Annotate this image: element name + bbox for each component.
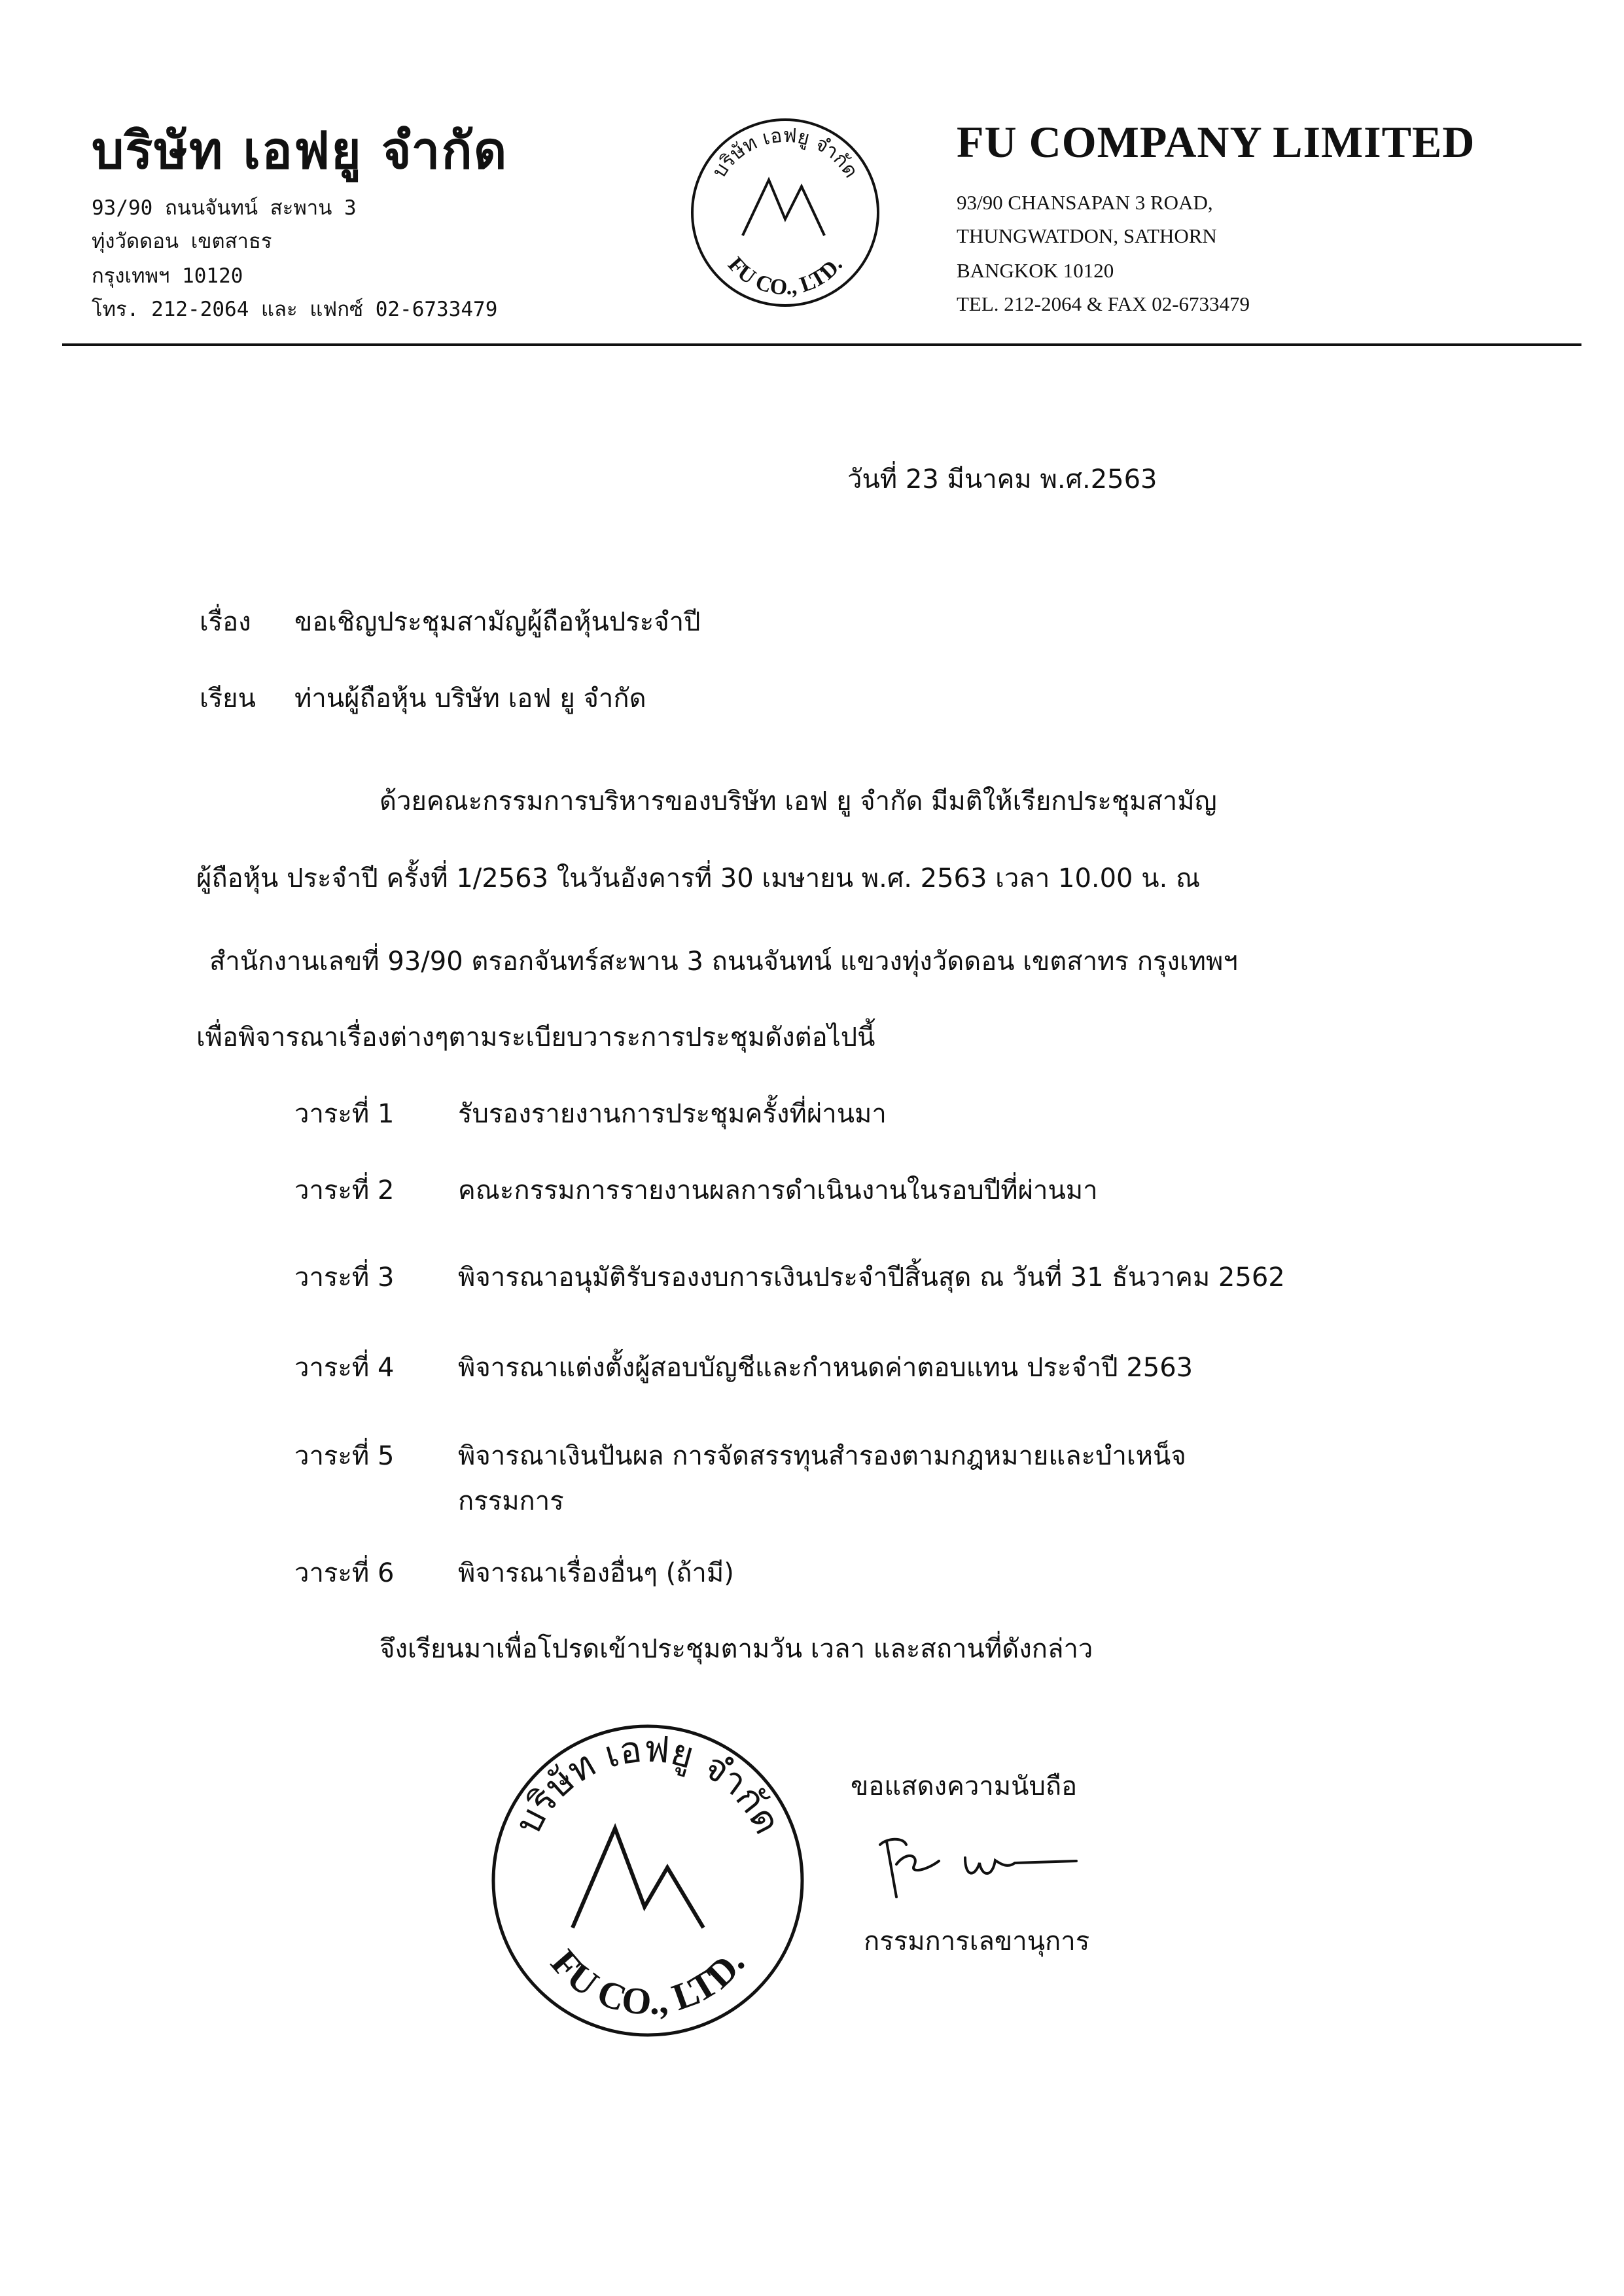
signer-title: กรรมการเลขานุการ: [864, 1926, 1090, 1957]
address-english-line-3: BANGKOK 10120: [957, 259, 1114, 282]
agenda-6-label: วาระที่ 6: [294, 1558, 395, 1588]
agenda-4-text: พิจารณาแต่งตั้งผู้สอบบัญชีและกำหนดค่าตอบแทน ประจำปี 2563: [458, 1353, 1193, 1383]
agenda-1-label: วาระที่ 1: [294, 1099, 395, 1129]
company-stamp: [484, 1717, 811, 2044]
signature-graphic: [867, 1825, 1089, 1910]
body-paragraph-line-1: ด้วยคณะกรรมการบริหารของบริษัท เอฟ ยู จำกัด มีมติให้เรียกประชุมสามัญ: [380, 786, 1217, 816]
body-paragraph-line-3: สำนักงานเลขที่ 93/90 ตรอกจันทร์สะพาน 3 ถนนจันทน์ แขวงทุ่งวัดดอน เขตสาทร กรุงเทพฯ: [209, 947, 1238, 977]
body-paragraph-line-4: เพื่อพิจารณาเรื่องต่างๆตามระเบียบวาระการประชุมดังต่อไปนี้: [196, 1022, 875, 1052]
recipient-label: เรียน: [200, 684, 256, 714]
company-stamp-graphic: [484, 1717, 811, 2044]
address-thai-line-1: 93/90 ถนนจันทน์ สะพาน 3: [92, 196, 357, 220]
regards-text: ขอแสดงความนับถือ: [851, 1771, 1078, 1801]
address-thai-line-3: กรุงเทพฯ 10120: [92, 264, 243, 288]
letter-date: วันที่ 23 มีนาคม พ.ศ.2563: [847, 464, 1157, 495]
letterhead-divider: [62, 343, 1581, 346]
address-english-line-2: THUNGWATDON, SATHORN: [957, 224, 1217, 247]
subject-label: เรื่อง: [200, 607, 251, 637]
stamp-text-thai: บริษัท เอฟยู จำกัด: [506, 1728, 789, 1841]
address-english-line-4: TEL. 212-2064 & FAX 02-6733479: [957, 292, 1250, 315]
agenda-2-label: วาระที่ 2: [294, 1175, 395, 1206]
address-thai-line-4: โทร. 212-2064 และ แฟกซ์ 02-6733479: [92, 298, 498, 321]
address-english-line-1: 93/90 CHANSAPAN 3 ROAD,: [957, 191, 1213, 214]
recipient-text: ท่านผู้ถือหุ้น บริษัท เอฟ ยู จำกัด: [294, 684, 646, 714]
agenda-1-text: รับรองรายงานการประชุมครั้งที่ผ่านมา: [458, 1099, 887, 1129]
agenda-5-text-continued: กรรมการ: [458, 1486, 564, 1516]
logo-text-english: FU CO., LTD.: [723, 252, 847, 300]
company-name-english: FU COMPANY LIMITED: [957, 117, 1475, 167]
agenda-4-label: วาระที่ 4: [294, 1353, 395, 1383]
agenda-3-text: พิจารณาอนุมัติรับรองงบการเงินประจำปีสิ้นสุด ณ วันที่ 31 ธันวาคม 2562: [458, 1262, 1285, 1293]
agenda-5-label: วาระที่ 5: [294, 1441, 395, 1471]
agenda-3-label: วาระที่ 3: [294, 1262, 395, 1293]
signature: [867, 1825, 1089, 1913]
address-thai-line-2: ทุ่งวัดดอน เขตสาธร: [92, 230, 272, 253]
agenda-5-text: พิจารณาเงินปันผล การจัดสรรทุนสำรองตามกฎหมายและบำเหน็จ: [458, 1441, 1186, 1471]
agenda-6-text: พิจารณาเรื่องอื่นๆ (ถ้ามี): [458, 1558, 734, 1588]
logo-text-thai: บริษัท เอฟยู จำกัด: [707, 124, 863, 183]
stamp-text-english: FU CO., LTD.: [542, 1941, 753, 2024]
logo-seal-graphic: [687, 114, 883, 311]
subject-text: ขอเชิญประชุมสามัญผู้ถือหุ้นประจำปี: [294, 607, 701, 637]
closing-sentence: จึงเรียนมาเพื่อโปรดเข้าประชุมตามวัน เวลา และสถานที่ดังกล่าว: [380, 1634, 1093, 1664]
agenda-2-text: คณะกรรมการรายงานผลการดำเนินงานในรอบปีที่ผ่านมา: [458, 1175, 1098, 1206]
company-logo-seal: [687, 114, 883, 311]
company-name-thai: บริษัท เอฟยู จำกัด: [92, 122, 508, 181]
body-paragraph-line-2: ผู้ถือหุ้น ประจำปี ครั้งที่ 1/2563 ในวันอังคารที่ 30 เมษายน พ.ศ. 2563 เวลา 10.00 น. ณ: [196, 863, 1201, 894]
